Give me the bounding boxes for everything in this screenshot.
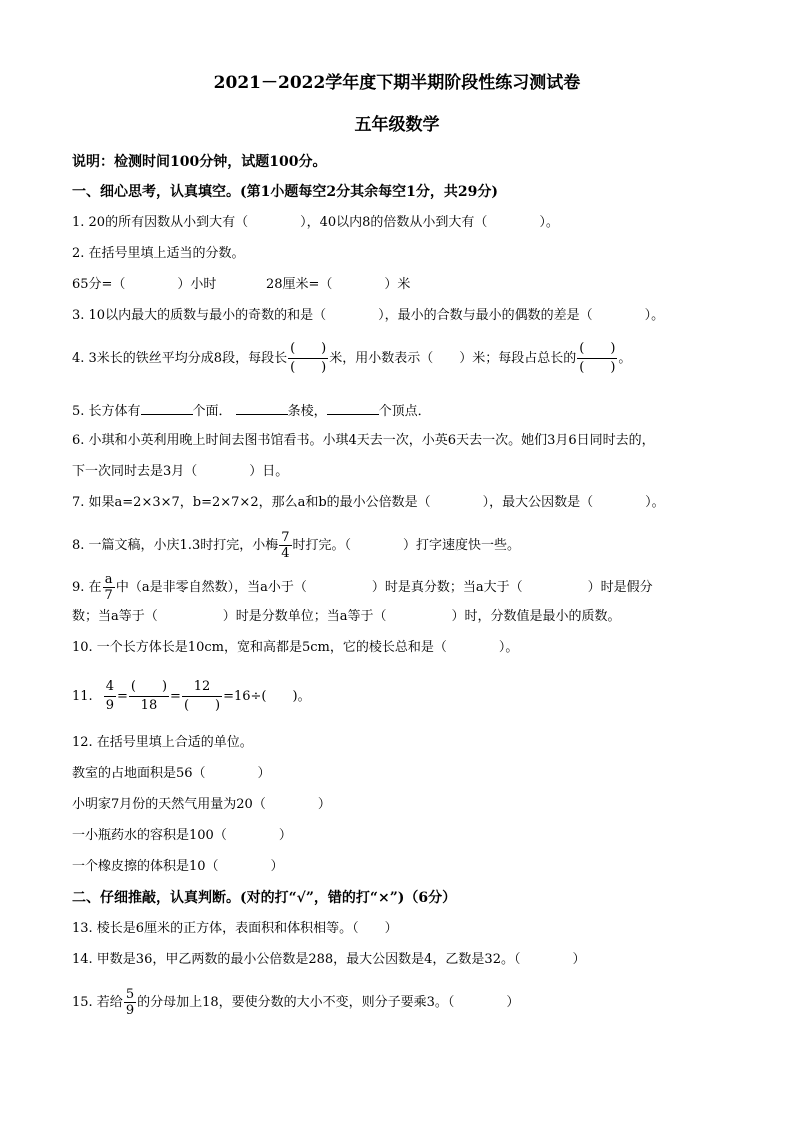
question-4-text-2: 米，用小数表示（ ）米；每段占总长的 — [329, 351, 577, 366]
question-11 — [72, 678, 311, 715]
question-12-item-a: 教室的占地面积是56（ ） — [72, 766, 271, 781]
question-7: 7. 如果a=2×3×7，b=2×7×2，那么a和b的最小公倍数是（ ），最大公因数是（ ）。 — [72, 495, 665, 510]
fraction-numerator: a — [103, 572, 115, 588]
question-9-line-1 — [72, 572, 653, 603]
fraction-denominator: 18 — [140, 698, 158, 713]
fraction-numerator: 4 — [104, 678, 116, 697]
fraction-denominator: 7 — [104, 588, 113, 603]
fraction-numerator-blank: ( ) — [288, 340, 328, 359]
question-12: 12. 在括号里填上合适的单位。 — [72, 735, 253, 750]
fraction-numerator: 7 — [281, 530, 290, 545]
question-11-fraction-2 — [129, 678, 169, 715]
question-8-text-2: 时打完。（ ）打字速度快一些。 — [292, 538, 521, 553]
question-4-fraction-1 — [288, 340, 328, 377]
question-3: 3. 10以内最大的质数与最小的奇数的和是（ ），最小的合数与最小的偶数的差是（ ）。 — [72, 308, 665, 323]
question-5-text-4: 个顶点． — [378, 404, 431, 419]
fraction-denominator-blank: ( ) — [183, 698, 221, 713]
fraction-denominator: 4 — [281, 546, 290, 561]
question-11-text-tail: =16÷( )。 — [223, 689, 311, 704]
question-11-label: 11. — [72, 689, 93, 704]
fraction-numerator-blank: ( ) — [577, 340, 617, 359]
question-9-line-2: 数；当a等于（ ）时是分数单位；当a等于（ ）时，分数值是最小的质数。 — [72, 609, 621, 624]
question-15-fraction — [124, 987, 136, 1018]
fraction-numerator: 5 — [125, 987, 135, 1002]
question-2-part-b: 28厘米=（ ）米 — [266, 277, 411, 292]
fraction-denominator-blank: ( ) — [579, 360, 616, 375]
question-15-text-1: 15. 若给 — [72, 995, 123, 1010]
question-12-item-c: 一小瓶药水的容积是100（ ） — [72, 828, 292, 843]
fraction-denominator: 9 — [125, 1003, 135, 1018]
question-4-fraction-2 — [577, 340, 617, 377]
question-2-part-a: 65分=（ ）小时 — [72, 277, 217, 292]
fraction-denominator-blank: ( ) — [290, 360, 327, 375]
question-2: 2. 在括号里填上适当的分数。 — [72, 246, 245, 261]
section-2-heading: 二、仔细推敲，认真判断。(对的打“√”，错的打“×”)（6分） — [72, 890, 457, 906]
question-15-text-2: 的分母加上18，要使分数的大小不变，则分子要乘3。（ ） — [137, 995, 520, 1010]
question-6-line-2: 下一次同时去是3月（ ）日。 — [72, 464, 289, 479]
question-14: 14. 甲数是36，甲乙两数的最小公倍数是288，最大公因数是4，乙数是32。（ ） — [72, 952, 586, 967]
question-12-item-d: 一个橡皮擦的体积是10（ ） — [72, 859, 284, 874]
question-8-text-1: 8. 一篇文稿，小庆1.3时打完，小梅 — [72, 538, 279, 553]
answer-blank — [141, 401, 193, 415]
question-12-item-b: 小明家7月份的天然气用量为20（ ） — [72, 797, 331, 812]
fraction-numerator-blank: ( ) — [129, 678, 169, 697]
question-13: 13. 棱长是6厘米的正方体，表面积和体积相等。（ ） — [72, 921, 398, 936]
exam-title: 2021－2022学年度下期半期阶段性练习测试卷 — [213, 73, 581, 93]
question-8 — [72, 530, 520, 561]
answer-blank — [327, 401, 379, 415]
question-5 — [72, 401, 431, 421]
question-8-fraction — [279, 530, 291, 561]
question-4 — [72, 340, 631, 377]
question-15 — [72, 987, 519, 1018]
section-1-heading: 一、细心思考，认真填空。(第1小题每空2分其余每空1分，共29分) — [72, 184, 498, 200]
question-10: 10. 一个长方体长是10cm，宽和高都是5cm，它的棱长总和是（ ）。 — [72, 640, 519, 655]
question-11-fraction-1 — [104, 678, 116, 715]
question-9-text-2: 中（a是非零自然数），当a小于（ ）时是真分数；当a大于（ ）时是假分 — [115, 580, 653, 595]
question-5-text-3: 条棱， — [287, 404, 327, 419]
equals-sign: = — [116, 689, 128, 704]
fraction-denominator: 9 — [105, 698, 114, 713]
answer-blank — [236, 401, 288, 415]
question-5-text-2: 个面． — [192, 404, 232, 419]
exam-note: 说明：检测时间100分钟，试题100分。 — [72, 154, 327, 170]
exam-subtitle: 五年级数学 — [354, 115, 440, 135]
question-5-text-1: 5. 长方体有 — [72, 404, 141, 419]
question-11-fraction-3 — [182, 678, 222, 715]
question-1: 1. 20的所有因数从小到大有（ ），40以内8的倍数从小到大有（ ）。 — [72, 215, 559, 230]
equals-sign: = — [170, 689, 181, 704]
question-4-text-3: 。 — [618, 351, 632, 366]
question-9-fraction — [103, 572, 115, 603]
question-4-text-1: 4. 3米长的铁丝平均分成8段，每段长 — [72, 351, 288, 366]
question-6-line-1: 6. 小琪和小英利用晚上时间去图书馆看书。小琪4天去一次，小英6天去一次。她们3月6日同时去的， — [72, 433, 655, 448]
fraction-numerator: 12 — [182, 678, 222, 697]
question-9-text-1: 9. 在 — [72, 580, 102, 595]
